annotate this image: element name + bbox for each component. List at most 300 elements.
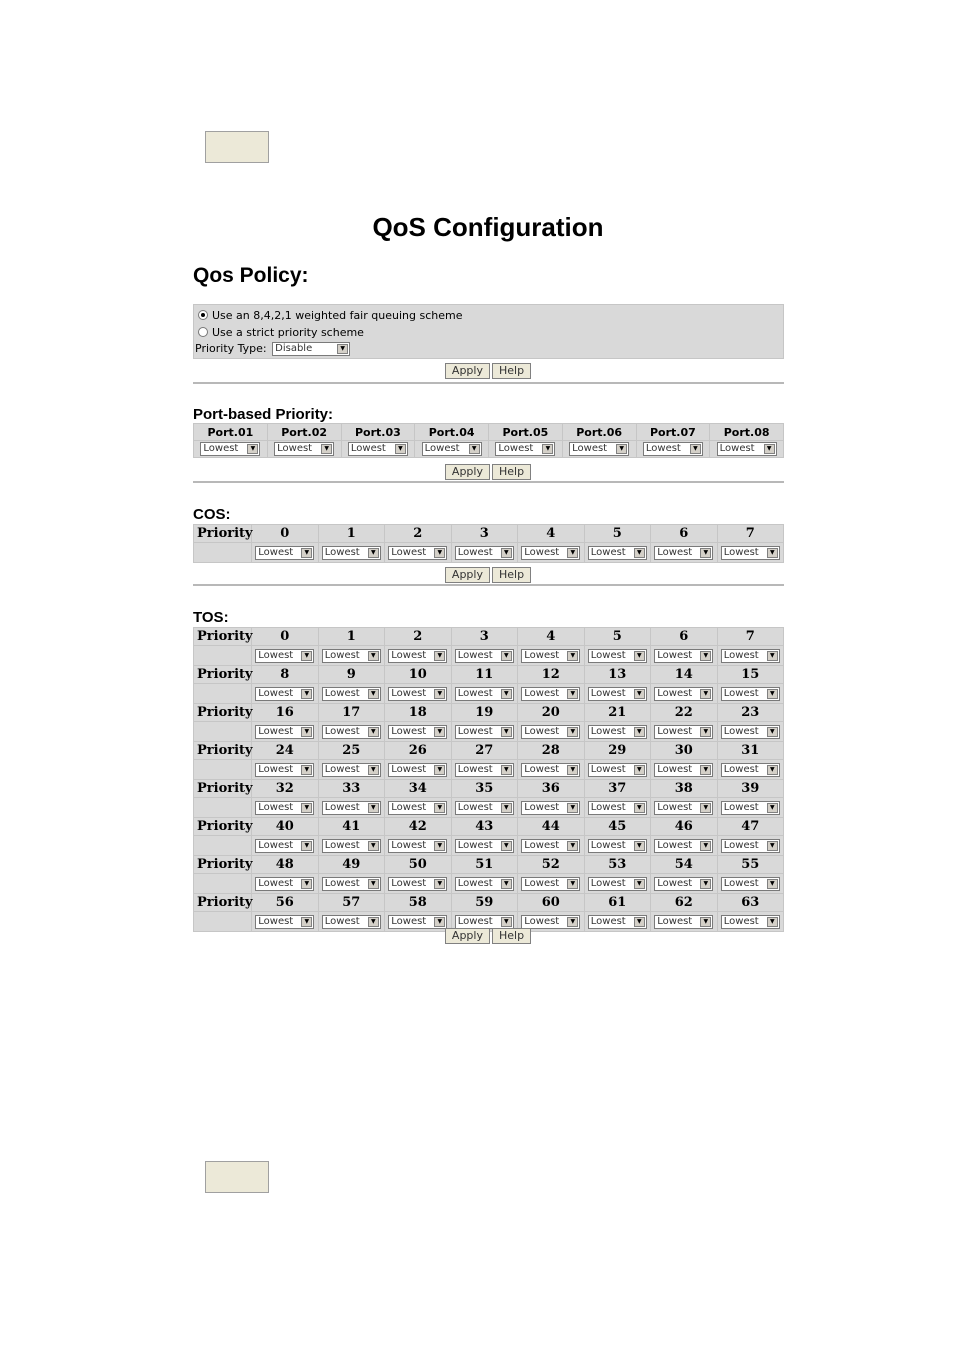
chevron-down-icon: ▼ (767, 727, 778, 737)
priority-select-cell (584, 798, 651, 818)
priority-level: 28 (518, 742, 585, 760)
priority-header-row (194, 666, 784, 684)
priority-value: Lowest (391, 763, 427, 775)
priority-value: Lowest (723, 839, 759, 851)
qos-policy-panel (193, 304, 784, 359)
empty-cell (194, 543, 252, 563)
priority-row-label: Priority (194, 894, 252, 912)
priority-level: 55 (717, 856, 784, 874)
priority-select-cell (385, 646, 452, 666)
priority-level: 27 (451, 742, 518, 760)
empty-cell (194, 684, 252, 704)
tos-priority-select[interactable] (521, 839, 580, 853)
priority-value: Lowest (324, 763, 360, 775)
tos-priority-select[interactable] (455, 839, 514, 853)
priority-value: Lowest (590, 877, 626, 889)
priority-level: 8 (252, 666, 319, 684)
tos-priority-select[interactable] (455, 801, 514, 815)
priority-value: Lowest (457, 649, 493, 661)
priority-value: Lowest (391, 839, 427, 851)
chevron-down-icon: ▼ (767, 841, 778, 851)
chevron-down-icon: ▼ (301, 548, 312, 558)
priority-select-cell (717, 874, 784, 894)
port-select-cell (267, 441, 341, 458)
chevron-down-icon: ▼ (501, 803, 512, 813)
chevron-down-icon: ▼ (301, 689, 312, 699)
port-select-cell (194, 441, 268, 458)
chevron-down-icon: ▼ (634, 917, 645, 927)
tos-priority-select[interactable] (388, 725, 447, 739)
priority-select-cell (584, 684, 651, 704)
tos-priority-select[interactable] (654, 877, 713, 891)
cos-priority-select[interactable] (521, 546, 580, 560)
priority-level: 56 (252, 894, 319, 912)
priority-value: Lowest (723, 725, 759, 737)
priority-level: 0 (252, 525, 319, 543)
priority-value: Lowest (258, 915, 294, 927)
priority-value: Lowest (590, 915, 626, 927)
priority-level: 11 (451, 666, 518, 684)
priority-value: Lowest (723, 877, 759, 889)
tos-priority-select[interactable] (322, 877, 381, 891)
priority-row-label: Priority (194, 628, 252, 646)
chevron-down-icon: ▼ (567, 841, 578, 851)
priority-value: Lowest (258, 839, 294, 851)
tos-priority-select[interactable] (455, 877, 514, 891)
priority-value: Lowest (524, 877, 560, 889)
chevron-down-icon: ▼ (368, 841, 379, 851)
priority-type-value: Disable (275, 343, 313, 354)
priority-value: Lowest (457, 546, 493, 558)
tos-help-button[interactable]: Help (492, 928, 531, 944)
tos-priority-select[interactable] (388, 839, 447, 853)
empty-cell (194, 874, 252, 894)
tos-priority-select[interactable] (322, 725, 381, 739)
port-priority-select[interactable] (717, 442, 777, 456)
port-priority-select[interactable] (422, 442, 482, 456)
priority-value: Lowest (524, 763, 560, 775)
tos-priority-select[interactable] (455, 725, 514, 739)
chevron-down-icon: ▼ (616, 444, 627, 454)
priority-value: Lowest (572, 443, 608, 454)
cos-priority-select[interactable] (255, 546, 314, 560)
priority-value: Lowest (457, 687, 493, 699)
priority-value: Lowest (258, 546, 294, 558)
priority-level: 13 (584, 666, 651, 684)
chevron-down-icon: ▼ (700, 727, 711, 737)
tos-priority-select[interactable] (255, 839, 314, 853)
tos-priority-select[interactable] (455, 687, 514, 701)
tos-priority-select[interactable] (388, 877, 447, 891)
port-help-button[interactable]: Help (492, 464, 531, 480)
wfq-radio[interactable] (198, 310, 208, 320)
chevron-down-icon: ▼ (767, 917, 778, 927)
priority-level: 20 (518, 704, 585, 722)
priority-level: 43 (451, 818, 518, 836)
priority-select-row (194, 874, 784, 894)
priority-select-cell (518, 684, 585, 704)
priority-level: 15 (717, 666, 784, 684)
priority-select-cell (252, 836, 319, 856)
strict-option[interactable] (198, 326, 364, 339)
priority-select-cell (717, 684, 784, 704)
tos-apply-button[interactable]: Apply (445, 928, 490, 944)
tos-priority-select[interactable] (654, 763, 713, 777)
chevron-down-icon: ▼ (301, 651, 312, 661)
tos-priority-select[interactable] (588, 725, 647, 739)
chevron-down-icon: ▼ (368, 917, 379, 927)
cos-buttons (0, 563, 954, 583)
priority-select-cell (252, 798, 319, 818)
priority-header-row (194, 704, 784, 722)
policy-apply-button[interactable]: Apply (445, 363, 490, 379)
priority-level: 6 (651, 525, 718, 543)
priority-value: Lowest (719, 443, 755, 454)
port-header: Port.01 (194, 424, 268, 441)
chevron-down-icon: ▼ (321, 444, 332, 454)
tos-priority-select[interactable] (721, 763, 780, 777)
tos-priority-select[interactable] (721, 649, 780, 663)
priority-select-row (194, 646, 784, 666)
tos-priority-select[interactable] (521, 725, 580, 739)
chevron-down-icon: ▼ (301, 879, 312, 889)
tos-priority-select[interactable] (721, 687, 780, 701)
chevron-down-icon: ▼ (301, 727, 312, 737)
priority-value: Lowest (391, 915, 427, 927)
chevron-down-icon: ▼ (434, 727, 445, 737)
priority-select-cell (318, 798, 385, 818)
priority-type-label: Priority Type: (195, 342, 267, 355)
tos-priority-select[interactable] (255, 649, 314, 663)
priority-select-cell (318, 543, 385, 563)
priority-level: 4 (518, 628, 585, 646)
port-priority-select[interactable] (348, 442, 408, 456)
priority-level: 50 (385, 856, 452, 874)
tos-priority-select[interactable] (388, 687, 447, 701)
priority-select-row (194, 722, 784, 742)
tos-priority-select[interactable] (322, 763, 381, 777)
chevron-down-icon: ▼ (501, 917, 512, 927)
chevron-down-icon: ▼ (700, 765, 711, 775)
priority-level: 63 (717, 894, 784, 912)
tos-priority-select[interactable] (654, 725, 713, 739)
port-apply-button[interactable]: Apply (445, 464, 490, 480)
tos-priority-select[interactable] (588, 801, 647, 815)
tos-title: TOS: (193, 609, 229, 626)
priority-level: 31 (717, 742, 784, 760)
priority-value: Lowest (657, 649, 693, 661)
priority-level: 5 (584, 628, 651, 646)
chevron-down-icon: ▼ (700, 548, 711, 558)
tos-priority-select[interactable] (255, 877, 314, 891)
priority-select-cell (252, 684, 319, 704)
priority-value: Lowest (277, 443, 313, 454)
tos-priority-select[interactable] (255, 801, 314, 815)
priority-select-cell (584, 760, 651, 780)
priority-value: Lowest (324, 877, 360, 889)
priority-level: 26 (385, 742, 452, 760)
tos-priority-select[interactable] (721, 877, 780, 891)
priority-level: 47 (717, 818, 784, 836)
priority-select-cell (717, 646, 784, 666)
tos-priority-select[interactable] (255, 763, 314, 777)
chevron-down-icon: ▼ (634, 803, 645, 813)
tos-buttons (0, 924, 954, 944)
port-header-row (194, 424, 784, 441)
tos-priority-select[interactable] (654, 801, 713, 815)
priority-select-cell (717, 836, 784, 856)
tos-priority-select[interactable] (388, 649, 447, 663)
tos-priority-select[interactable] (322, 649, 381, 663)
chevron-down-icon: ▼ (368, 689, 379, 699)
cos-priority-select[interactable] (654, 546, 713, 560)
priority-value: Lowest (203, 443, 239, 454)
port-priority-select[interactable] (495, 442, 555, 456)
priority-level: 24 (252, 742, 319, 760)
chevron-down-icon: ▼ (634, 765, 645, 775)
priority-level: 59 (451, 894, 518, 912)
priority-level: 37 (584, 780, 651, 798)
priority-select-cell (252, 646, 319, 666)
priority-level: 51 (451, 856, 518, 874)
priority-level: 46 (651, 818, 718, 836)
priority-value: Lowest (324, 546, 360, 558)
tos-priority-select[interactable] (255, 687, 314, 701)
chevron-down-icon: ▼ (501, 727, 512, 737)
priority-level: 49 (318, 856, 385, 874)
priority-value: Lowest (657, 763, 693, 775)
cos-table (193, 524, 784, 563)
priority-level: 35 (451, 780, 518, 798)
priority-level: 9 (318, 666, 385, 684)
priority-row-label: Priority (194, 818, 252, 836)
priority-level: 5 (584, 525, 651, 543)
priority-header-row (194, 742, 784, 760)
priority-select-row (194, 684, 784, 704)
priority-select-row (194, 798, 784, 818)
chevron-down-icon: ▼ (567, 917, 578, 927)
priority-select-cell (651, 798, 718, 818)
priority-select-cell (252, 760, 319, 780)
wfq-option-label: Use an 8,4,2,1 weighted fair queuing scheme (212, 309, 463, 322)
priority-select-cell (385, 798, 452, 818)
priority-level: 23 (717, 704, 784, 722)
port-header: Port.02 (267, 424, 341, 441)
divider (193, 481, 784, 483)
priority-level: 57 (318, 894, 385, 912)
priority-value: Lowest (723, 915, 759, 927)
chevron-down-icon: ▼ (434, 765, 445, 775)
priority-level: 21 (584, 704, 651, 722)
tos-priority-select[interactable] (322, 687, 381, 701)
policy-buttons (0, 359, 954, 379)
priority-select-cell (651, 722, 718, 742)
empty-cell (194, 798, 252, 818)
tos-priority-select[interactable] (521, 649, 580, 663)
chevron-down-icon: ▼ (301, 765, 312, 775)
tos-priority-select[interactable] (721, 839, 780, 853)
priority-select-row (194, 836, 784, 856)
priority-value: Lowest (258, 725, 294, 737)
priority-select-cell (518, 760, 585, 780)
tos-priority-select[interactable] (521, 801, 580, 815)
policy-help-button[interactable]: Help (492, 363, 531, 379)
priority-value: Lowest (391, 725, 427, 737)
port-priority-select[interactable] (200, 442, 260, 456)
tos-priority-select[interactable] (588, 839, 647, 853)
tos-priority-select[interactable] (455, 649, 514, 663)
chevron-down-icon: ▼ (690, 444, 701, 454)
chevron-down-icon: ▼ (764, 444, 775, 454)
priority-select-cell (651, 836, 718, 856)
chevron-down-icon: ▼ (301, 803, 312, 813)
port-select-row (194, 441, 784, 458)
priority-select-cell (518, 798, 585, 818)
priority-select-cell (451, 836, 518, 856)
chevron-down-icon: ▼ (368, 548, 379, 558)
cos-priority-select[interactable] (322, 546, 381, 560)
wfq-option[interactable] (198, 309, 462, 322)
priority-level: 17 (318, 704, 385, 722)
priority-value: Lowest (657, 801, 693, 813)
priority-value: Lowest (723, 763, 759, 775)
priority-value: Lowest (457, 763, 493, 775)
priority-value: Lowest (391, 546, 427, 558)
tos-priority-select[interactable] (721, 725, 780, 739)
priority-value: Lowest (391, 801, 427, 813)
tos-priority-select[interactable] (721, 801, 780, 815)
chevron-down-icon: ▼ (767, 879, 778, 889)
priority-select-cell (518, 874, 585, 894)
chevron-down-icon: ▼ (501, 765, 512, 775)
strict-option-label: Use a strict priority scheme (212, 326, 364, 339)
priority-type-select[interactable] (272, 342, 350, 356)
tos-priority-select[interactable] (588, 763, 647, 777)
tos-priority-select[interactable] (521, 687, 580, 701)
priority-value: Lowest (424, 443, 460, 454)
chevron-down-icon: ▼ (337, 344, 348, 354)
chevron-down-icon: ▼ (567, 651, 578, 661)
strict-radio[interactable] (198, 327, 208, 337)
priority-header-row (194, 780, 784, 798)
priority-level: 34 (385, 780, 452, 798)
cos-help-button[interactable]: Help (492, 567, 531, 583)
chevron-down-icon: ▼ (767, 651, 778, 661)
priority-value: Lowest (324, 915, 360, 927)
priority-level: 44 (518, 818, 585, 836)
cos-priority-select[interactable] (455, 546, 514, 560)
chevron-down-icon: ▼ (700, 651, 711, 661)
tos-priority-select[interactable] (322, 839, 381, 853)
priority-value: Lowest (590, 725, 626, 737)
chevron-down-icon: ▼ (634, 841, 645, 851)
priority-row-label: Priority (194, 666, 252, 684)
priority-select-cell (385, 874, 452, 894)
priority-header-row (194, 856, 784, 874)
tos-priority-select[interactable] (588, 687, 647, 701)
tos-table (193, 627, 784, 932)
priority-select-cell (584, 646, 651, 666)
tos-priority-select[interactable] (588, 877, 647, 891)
chevron-down-icon: ▼ (501, 841, 512, 851)
chevron-down-icon: ▼ (434, 803, 445, 813)
chevron-down-icon: ▼ (567, 727, 578, 737)
priority-select-cell (451, 874, 518, 894)
priority-select-cell (717, 760, 784, 780)
priority-level: 22 (651, 704, 718, 722)
priority-level: 62 (651, 894, 718, 912)
priority-level: 0 (252, 628, 319, 646)
priority-value: Lowest (324, 687, 360, 699)
priority-header-row (194, 894, 784, 912)
priority-select-cell (451, 760, 518, 780)
priority-select-cell (651, 874, 718, 894)
priority-level: 2 (385, 628, 452, 646)
priority-value: Lowest (391, 687, 427, 699)
priority-value: Lowest (657, 546, 693, 558)
priority-value: Lowest (324, 725, 360, 737)
chevron-down-icon: ▼ (700, 879, 711, 889)
tos-priority-select[interactable] (654, 649, 713, 663)
priority-value: Lowest (657, 687, 693, 699)
cos-priority-select[interactable] (388, 546, 447, 560)
tos-priority-select[interactable] (654, 839, 713, 853)
chevron-down-icon: ▼ (767, 803, 778, 813)
tos-priority-select[interactable] (322, 801, 381, 815)
priority-level: 1 (318, 628, 385, 646)
chevron-down-icon: ▼ (634, 548, 645, 558)
chevron-down-icon: ▼ (434, 651, 445, 661)
chevron-down-icon: ▼ (700, 803, 711, 813)
priority-select-cell (584, 836, 651, 856)
chevron-down-icon: ▼ (434, 689, 445, 699)
chevron-down-icon: ▼ (634, 689, 645, 699)
priority-level: 7 (717, 525, 784, 543)
tos-priority-select[interactable] (388, 763, 447, 777)
priority-value: Lowest (457, 801, 493, 813)
port-priority-select[interactable] (643, 442, 703, 456)
tos-priority-select[interactable] (521, 763, 580, 777)
tos-priority-select[interactable] (388, 801, 447, 815)
port-priority-select[interactable] (569, 442, 629, 456)
chevron-down-icon: ▼ (767, 765, 778, 775)
cos-apply-button[interactable]: Apply (445, 567, 490, 583)
cos-priority-select[interactable] (588, 546, 647, 560)
chevron-down-icon: ▼ (368, 727, 379, 737)
priority-select-cell (518, 836, 585, 856)
priority-level: 41 (318, 818, 385, 836)
empty-cell (194, 722, 252, 742)
tos-priority-select[interactable] (521, 877, 580, 891)
priority-select-row (194, 543, 784, 563)
cos-priority-select[interactable] (721, 546, 780, 560)
port-based-table (193, 423, 784, 458)
priority-header-row (194, 525, 784, 543)
priority-select-cell (584, 543, 651, 563)
priority-select-cell (651, 760, 718, 780)
tos-priority-select[interactable] (588, 649, 647, 663)
port-priority-select[interactable] (274, 442, 334, 456)
tos-priority-select[interactable] (455, 763, 514, 777)
tos-priority-select[interactable] (654, 687, 713, 701)
priority-value: Lowest (590, 687, 626, 699)
priority-select-cell (584, 874, 651, 894)
priority-value: Lowest (324, 649, 360, 661)
chevron-down-icon: ▼ (767, 548, 778, 558)
tos-priority-select[interactable] (255, 725, 314, 739)
chevron-down-icon: ▼ (567, 803, 578, 813)
priority-level: 18 (385, 704, 452, 722)
